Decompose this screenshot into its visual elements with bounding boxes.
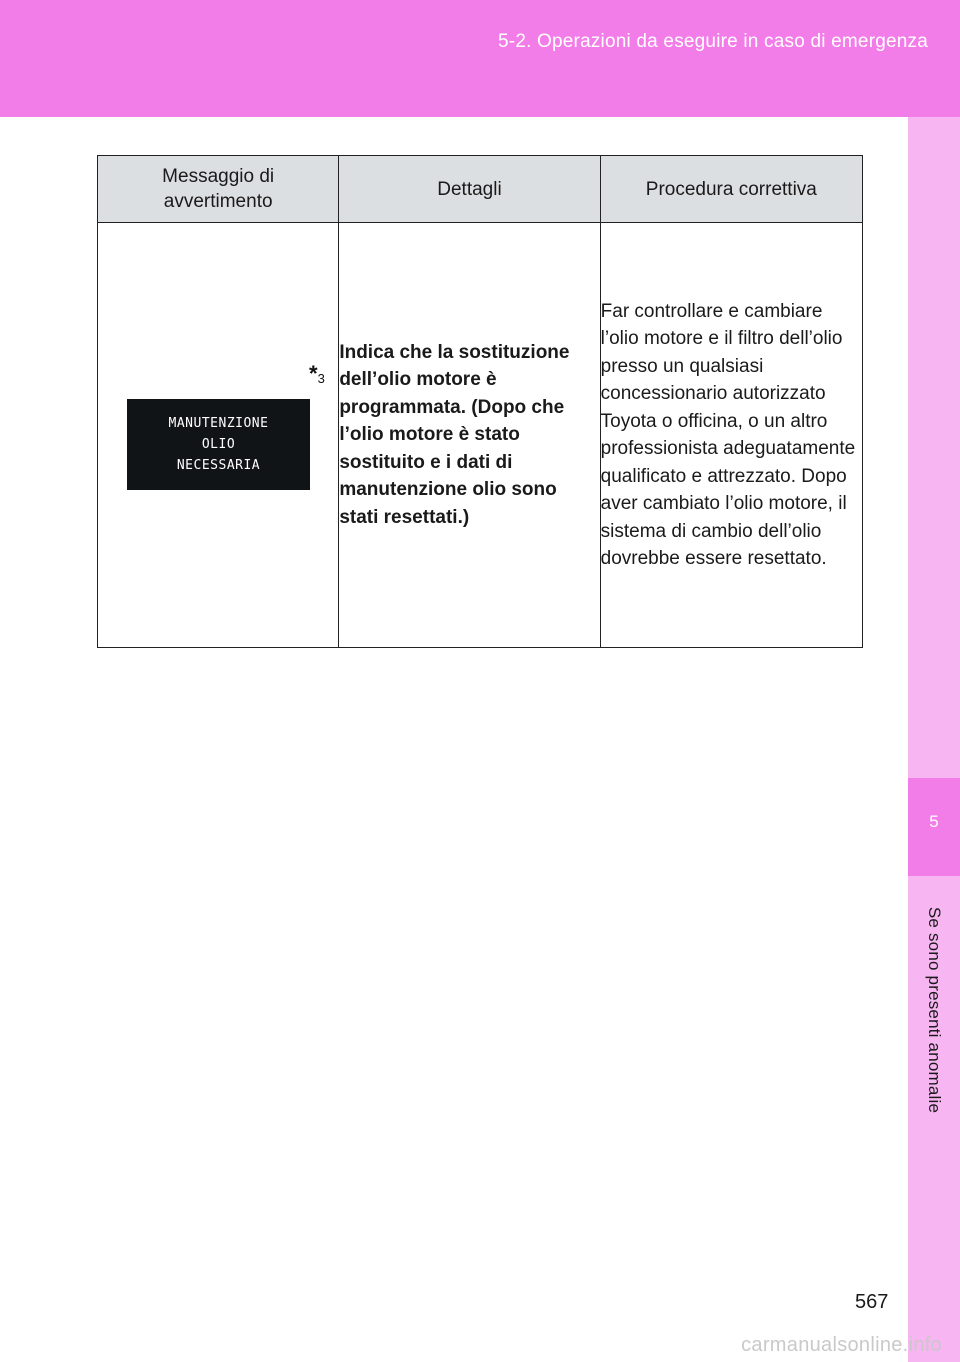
multi-information-display [127,399,310,490]
footnote-asterisk: * [309,361,318,386]
display-line: OLIO [201,437,236,452]
details-cell: Indica che la sostituzione dell’olio motore è programmata. (Dopo che l’olio motore è stato sostituito e i dati di manutenzione olio sono stati resettati.) [339,223,600,648]
warning-message-table [97,155,863,648]
header-details: Dettagli [339,156,600,223]
page-header-band [0,0,960,117]
footnote-marker [309,361,325,387]
chapter-title: Se sono presenti anomalie [925,906,944,1114]
display-line: NECESSARIA [176,458,261,473]
chapter-side-tab [908,117,960,1362]
procedure-cell: Far controllare e cambiare l’olio motore e il filtro dell’olio presso un qualsiasi concessionario autorizzato Toyota o officina, o un altro professionista adeguatamente qualificato e attrezzato. Dopo aver cambiato l’olio motore, il sistema di cambio dell’olio dovrebbe essere resettato. [600,223,862,648]
table-row [98,223,863,648]
header-corrective-procedure: Procedura correttiva [600,156,862,223]
display-line: MANUTENZIONE [168,416,269,431]
header-warning-message: Messaggio di avvertimento [98,156,339,223]
table-header-row [98,156,863,223]
page-number: 567 [855,1291,889,1313]
footnote-number: 3 [317,371,325,386]
section-title: 5-2. Operazioni da eseguire in caso di emergenza [498,31,928,52]
warning-message-cell [98,223,339,648]
chapter-number: 5 [929,812,939,831]
watermark: carmanualsonline.info [741,1334,942,1356]
